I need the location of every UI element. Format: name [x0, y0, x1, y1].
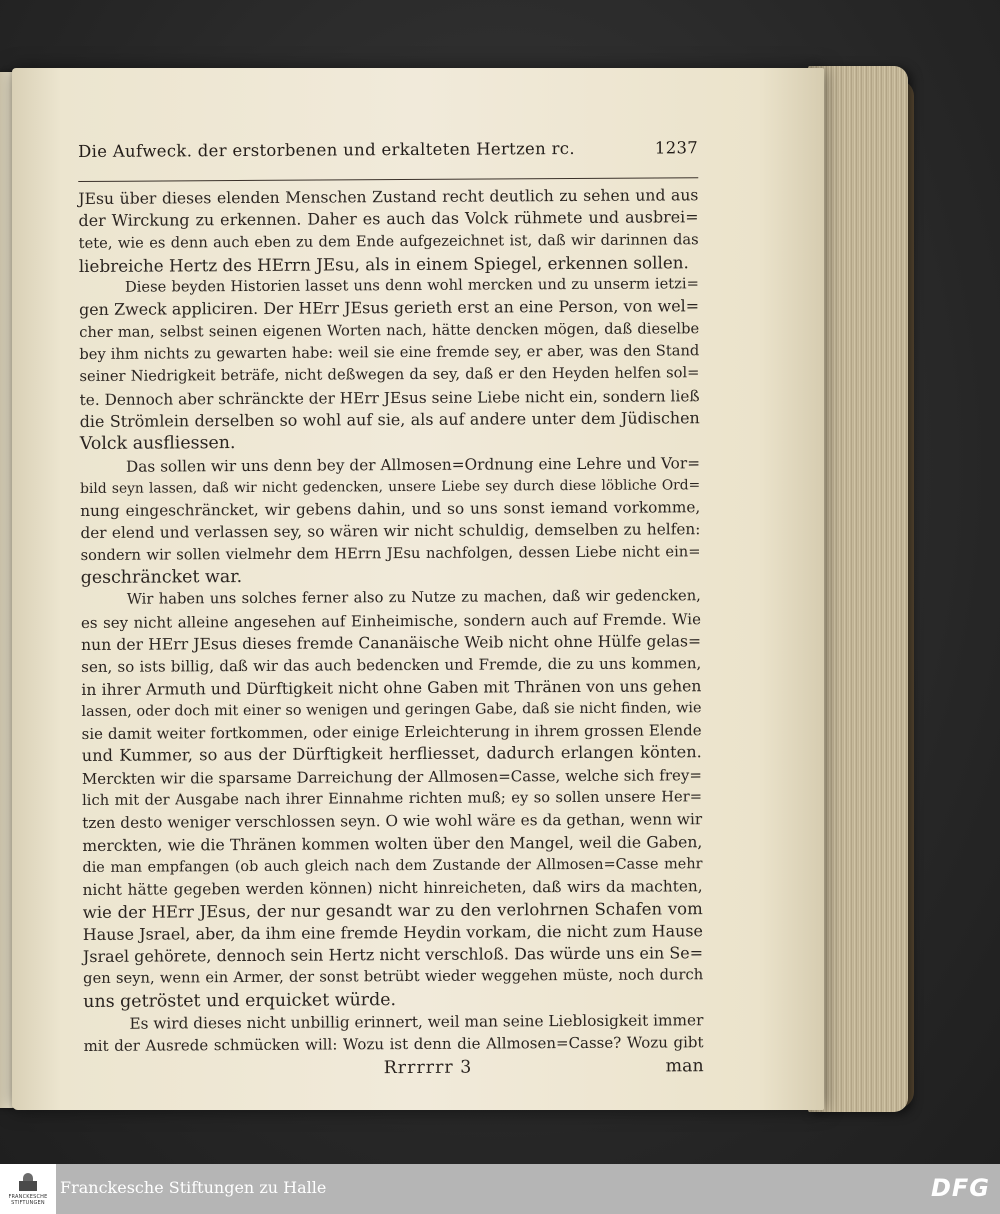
text-line: sie damit weiter fortkommen, oder einige Erleichterung in ihrem grossen Elende: [81, 721, 702, 744]
text-line: tete, wie es denn auch eben zu dem Ende aufgezeichnet ist, daß wir darinnen das: [78, 230, 699, 252]
text-line: wie der HErr JEsus, der nur gesandt war zu den verlohrnen Schafen vom: [82, 898, 703, 922]
text-line: nung eingeschräncket, wir gebens dahin, und so uns sonst iemand vorkomme,: [80, 498, 701, 521]
running-head-title: Die Aufweck. der erstorbenen und erkalteten Hertzen rc.: [78, 138, 575, 161]
logo-text: [8, 1194, 47, 1206]
signature-mark: Rrrrrrr 3: [383, 1057, 473, 1078]
text-line: sondern wir sollen vielmehr dem HErrn JEsu nachfolgen, dessen Liebe nicht ein=: [80, 542, 701, 564]
text-line: Merckten wir die sparsame Darreichung der Allmosen=Casse, welche sich frey=: [81, 765, 702, 788]
text-line: bild seyn lassen, daß wir nicht gedencken, unsere Liebe sey durch diese löbliche Ord=: [80, 477, 701, 497]
logo-text-line2: STIFTUNGEN: [11, 1199, 45, 1206]
text-line: gen Zweck appliciren. Der HErr JEsus gerieth erst an eine Person, von wel=: [78, 296, 700, 320]
body-text: [78, 184, 703, 1057]
text-line: mit der Ausrede schmücken will: Wozu ist denn die Allmosen=Casse? Wozu gibt: [83, 1033, 704, 1056]
dfg-logo[interactable]: DFG: [930, 1174, 990, 1202]
catchline: [84, 1054, 704, 1084]
text-line: JEsu über dieses elenden Menschen Zustand recht deutlich zu sehen und aus: [78, 186, 699, 208]
text-line: seiner Niedrigkeit beträfe, nicht deßwegen da sey, daß er den Heyden helfen sol=: [79, 364, 700, 386]
text-line: die Strömlein derselben so wohl auf sie, als auf andere unter dem Jüdischen: [79, 408, 700, 431]
text-line: bey ihm nichts zu gewarten habe: weil sie eine fremde sey, er aber, was den Stand: [79, 342, 700, 364]
building-icon: [17, 1173, 39, 1191]
text-line: lich mit der Ausgabe nach ihrer Einnahme richten muß; ey so sollen unsere Her=: [81, 788, 703, 810]
text-line: in ihrer Armuth und Dürftigkeit nicht ohne Gaben mit Thränen von uns gehen: [81, 676, 702, 699]
text-line: der elend und verlassen sey, so wären wir nicht schuldig, demselben zu helfen:: [80, 520, 701, 543]
page-number: 1237: [654, 138, 699, 158]
franckesche-logo[interactable]: [0, 1164, 56, 1214]
footer-bar: [0, 1164, 1000, 1214]
text-line: sen, so ists billig, daß wir das auch bedencken und Fremde, die zu uns kommen,: [81, 654, 702, 677]
text-line: es sey nicht alleine angesehen auf Einheimische, sondern auch auf Fremde. Wie: [80, 609, 702, 632]
text-line: Es wird dieses nicht unbillig erinnert, weil man seine Lieblosigkeit immer: [129, 1011, 704, 1033]
text-line: Diese beyden Historien lasset uns denn wohl mercken und zu unserm ietzi=: [124, 275, 699, 296]
text-line: lassen, oder doch mit einer so wenigen und geringen Gabe, daß sie nicht finden, wie: [81, 700, 702, 720]
text-line: te. Dennoch aber schränckte der HErr JEsus seine Liebe nicht ein, sondern ließ: [79, 386, 700, 409]
text-line: nun der HErr JEsus dieses fremde Cananäische Weib nicht ohne Hülfe gelas=: [81, 632, 702, 654]
text-line: Das sollen wir uns denn bey der Allmosen=Ordnung eine Lehre und Vor=: [125, 453, 701, 476]
text-line: cher man, selbst seinen eigenen Worten nach, hätte dencken mögen, daß dieselbe: [79, 319, 700, 341]
text-line: Jsrael gehörete, dennoch sein Hertz nicht verschloß. Das würde uns ein Se=: [82, 943, 704, 967]
text-line: die man empfangen (ob auch gleich nach dem Zustande der Allmosen=Casse mehr: [82, 856, 703, 876]
text-line: der Wirckung zu erkennen. Daher es auch das Volck rühmete und ausbrei=: [78, 207, 699, 231]
page-content: [78, 134, 704, 1083]
logo-text-line1: FRANCKESCHE: [8, 1193, 48, 1200]
text-line: Volck ausfliessen.: [79, 433, 236, 455]
catchword: man: [665, 1055, 704, 1077]
text-line: und Kummer, so aus der Dürftigkeit herfliesset, dadurch erlangen könten.: [81, 742, 702, 766]
text-line: nicht hätte gegeben werden können) nicht hinreicheten, daß wirs da machten,: [82, 877, 703, 900]
text-line: Wir haben uns solches ferner also zu Nutze zu machen, daß wir gedencken,: [126, 587, 701, 609]
institution-name: Franckesche Stiftungen zu Halle: [60, 1178, 327, 1197]
running-head: [78, 134, 698, 180]
text-line: merckten, wie die Thränen kommen wolten über den Mangel, weil die Gaben,: [82, 832, 703, 855]
text-line: geschräncket war.: [80, 567, 243, 589]
text-line: tzen desto weniger verschlossen seyn. O wie wohl wäre es da gethan, wenn wir: [82, 810, 703, 833]
text-line: liebreiche Hertz des HErrn JEsu, als in einem Spiegel, erkennen sollen.: [78, 252, 689, 276]
text-line: Hause Jsrael, aber, da ihm eine fremde Heydin vorkam, die nicht zum Hause: [82, 920, 703, 944]
text-line: uns getröstet und erquicket würde.: [83, 989, 397, 1012]
text-line: gen seyn, wenn ein Armer, der sonst betrübt wieder weggehen müste, noch durch: [83, 966, 704, 988]
